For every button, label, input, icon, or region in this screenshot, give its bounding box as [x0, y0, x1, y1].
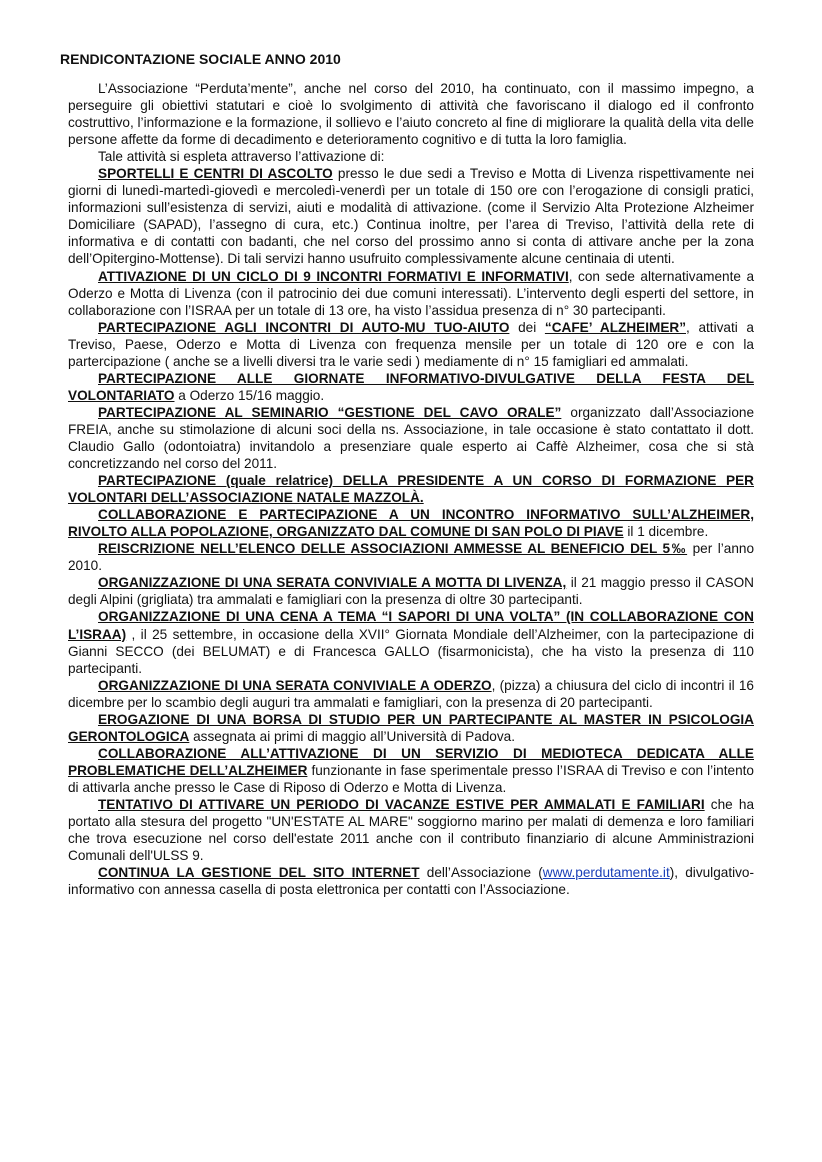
section-heading: ORGANIZZAZIONE DI UNA SERATA CONVIVIALE A ODERZO — [98, 677, 492, 693]
paragraph-sito-internet — [68, 864, 754, 898]
section-heading: PARTECIPAZIONE (quale relatrice) DELLA PRESIDENTE A UN CORSO DI FORMAZIONE PER VOLONTARI DELL’ASSOCIAZIONE NATALE MAZZOLÀ. — [68, 473, 754, 506]
section-heading: PARTECIPAZIONE ALLE GIORNATE INFORMATIVO-DIVULGATIVE DELLA FESTA DEL VOLONTARIATO — [68, 370, 754, 403]
paragraph-serata-motta — [68, 574, 754, 608]
section-heading: ORGANIZZAZIONE DI UNA CENA A TEMA “I SAPORI DI UNA VOLTA” (IN COLLABORAZIONE CON L’ISRAA) — [68, 609, 754, 642]
section-heading: SPORTELLI E CENTRI DI ASCOLTO — [98, 166, 333, 182]
paragraph-festa-volontariato — [68, 370, 754, 404]
paragraph-text: funzionante in fase sperimentale presso l’ISRAA di Treviso e con l’intento di attivarla anche presso le Case di Riposo di Oderzo e Motta di Livenza. — [68, 762, 754, 795]
paragraph-text: che ha portato alla stesura del progetto "UN'ESTATE AL MARE" soggiorno marino per malati di demenza e loro familiari che trova esecuzione nel corso dell'estate 2011 anche con il contributo finanziario di alcune Amministrazioni Comunali dell'ULSS 9. — [68, 796, 754, 864]
paragraph-san-polo — [68, 506, 754, 540]
paragraph-text: , attivati a Treviso, Paese, Oderzo e Motta di Livenza con frequenza mensile per un totale di 120 ore e con la partercipazione ( anche se a livelli diversi tra le varie sedi ) mediamente di n° 15 famigliari ed ammalati. — [68, 319, 754, 369]
paragraph-text: Tale attività si espleta attraverso l’attivazione di: — [98, 149, 385, 165]
paragraph-text: il 1 dicembre. — [623, 524, 709, 540]
section-heading: CONTINUA LA GESTIONE DEL SITO INTERNET — [98, 865, 420, 881]
document-body — [68, 80, 754, 898]
paragraph-5-per-mille — [68, 540, 754, 574]
section-heading: EROGAZIONE DI UNA BORSA DI STUDIO PER UN PARTECIPANTE AL MASTER IN PSICOLOGIA GERONTOLOGICA — [68, 711, 754, 744]
paragraph-text: , con sede alternativamente a Oderzo e Motta di Livenza (con il patrocinio dei due comuni interessati). L’intervento degli esperti del settore, in collaborazione con l’ISRAA per un totale di 13 ore, ha visto l’assidua presenza di n° 30 partecipanti. — [68, 268, 755, 318]
paragraph-text: L’Associazione “Perduta’mente”, anche nel corso del 2010, ha continuato, con il massimo impegno, a perseguire gli obiettivi statutari e cioè lo svolgimento di attività che favoriscano il dialogo ed il confronto costruttivo, l’informazione e la formazione, il sollievo e l’aiuto concreto al fine di migliorare la qualità della vita delle persone affette da forme di decadimento e deterioramento cognitivo e di tutta la loro famiglia. — [68, 81, 754, 148]
paragraph-sportelli — [68, 165, 754, 267]
section-heading: PARTECIPAZIONE AL SEMINARIO “GESTIONE DEL CAVO ORALE” — [98, 404, 562, 420]
section-heading: “CAFE’ ALZHEIMER” — [544, 319, 686, 335]
paragraph-medioteca — [68, 745, 754, 796]
paragraph-text: presso le due sedi a Treviso e Motta di Livenza rispettivamente nei giorni di lunedì-martedì-giovedì e mercoledì-venerdì per un totale di 150 ore con l’erogazione di consigli pratici, informazioni sull’esistenza di servizi, aiuti e modalità di attivazione. (come il Servizio Alta Protezione Alzheimer Domiciliare (SAPAD), l’assegno di cura, etc.) Continua inoltre, per l’area di Treviso, l’attività della rete di informativa e di contatti con badanti, che nel corso del prossimo anno si conta di attivare anche per la zona dell’Opitergino-Mottense). Di tali servizi hanno usufruito complessivamente alcune centinaia di utenti. — [68, 166, 755, 267]
section-heading: COLLABORAZIONE ALL’ATTIVAZIONE DI UN SERVIZIO DI MEDIOTECA DEDICATA ALLE PROBLEMATICHE DELL’ALZHEIMER — [68, 745, 754, 778]
document-title: RENDICONTAZIONE SOCIALE ANNO 2010 — [60, 51, 341, 67]
section-heading: COLLABORAZIONE E PARTECIPAZIONE A UN INCONTRO INFORMATIVO SULL’ALZHEIMER, RIVOLTO ALLA POPOLAZIONE, ORGANIZZATO DAL COMUNE DI SAN POLO DI PIAVE — [68, 507, 754, 540]
paragraph-text: assegnata ai primi di maggio all’Università di Padova. — [189, 728, 516, 744]
paragraph-borsa-studio — [68, 711, 754, 745]
paragraph-text: per l’anno 2010. — [68, 541, 755, 574]
paragraph-text: ), divulgativo-informativo con annessa casella di posta elettronica per contatti con l’Associazione. — [68, 865, 754, 898]
website-link[interactable]: www.perdutamente.it — [542, 865, 670, 881]
section-heading: PARTECIPAZIONE AGLI INCONTRI DI AUTO-MU TUO-AIUTO — [98, 319, 510, 335]
paragraph-seminario — [68, 404, 754, 472]
paragraph-serata-oderzo — [68, 677, 754, 711]
paragraph-text: il 21 maggio presso il CASON degli Alpini (grigliata) tra ammalati e famigliari con la presenza di oltre 30 partecipanti. — [68, 575, 754, 608]
paragraph-corso-formazione — [68, 472, 754, 506]
paragraph-cena-tema — [68, 608, 754, 676]
section-heading: TENTATIVO DI ATTIVARE UN PERIODO DI VACANZE ESTIVE PER AMMALATI E FAMILIARI — [98, 796, 705, 812]
paragraph-activities-intro — [68, 148, 754, 165]
paragraph-intro — [68, 80, 754, 148]
section-heading: ATTIVAZIONE DI UN CICLO DI 9 INCONTRI FORMATIVI E INFORMATIVI — [98, 268, 569, 284]
paragraph-text: a Oderzo 15/16 maggio. — [174, 387, 325, 403]
paragraph-text: , (pizza) a chiusura del ciclo di incontri il 16 dicembre per lo scambio degli auguri tra ammalati e famigliari, con la presenza di 20 partecipanti. — [68, 677, 754, 710]
paragraph-ciclo-incontri — [68, 268, 754, 319]
paragraph-text: , il 25 settembre, in occasione della XVII° Giornata Mondiale dell’Alzheimer, con la partecipazione di Gianni SECCO (dei BELUMAT) e di Francesca GALLO (fisarmonicista), che ha visto la presenza di 110 partecipanti. — [68, 626, 754, 676]
paragraph-text: dell’Associazione ( — [419, 865, 543, 881]
section-heading: REISCRIZIONE NELL’ELENCO DELLE ASSOCIAZIONI AMMESSE AL BENEFICIO DEL 5‰ — [98, 541, 688, 557]
paragraph-text: dei — [509, 319, 545, 335]
section-heading: ORGANIZZAZIONE DI UNA SERATA CONVIVIALE A MOTTA DI LIVENZA, — [98, 575, 567, 591]
paragraph-text: organizzato dall’Associazione FREIA, anche su stimolazione di alcuni soci della ns. Associazione, in tale occasione è stato contattato il dott. Claudio Gallo (odontoiatra) invitandolo a presenziare quale esperto ai Caffè Alzheimer, cosa che si stà concretizzando nel corso del 2011. — [68, 404, 754, 472]
paragraph-cafe-alzheimer — [68, 319, 754, 370]
paragraph-vacanze-estive — [68, 796, 754, 864]
